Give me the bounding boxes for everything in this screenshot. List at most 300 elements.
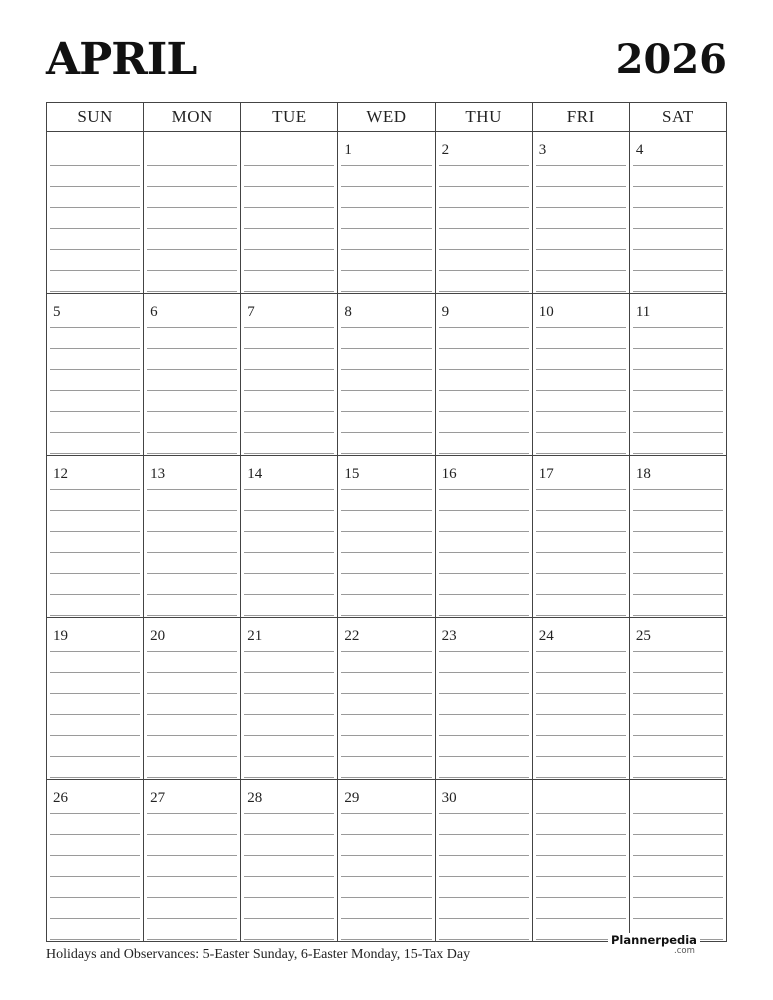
day-cell[interactable]	[630, 618, 726, 779]
writing-line	[244, 918, 334, 919]
writing-line	[50, 411, 140, 412]
writing-line	[439, 573, 529, 574]
day-cell[interactable]	[144, 456, 241, 617]
day-cell[interactable]	[47, 780, 144, 941]
writing-line	[536, 432, 626, 433]
day-cell[interactable]	[144, 618, 241, 779]
writing-line	[244, 249, 334, 250]
writing-line	[536, 615, 626, 616]
writing-line	[536, 693, 626, 694]
writing-line	[341, 897, 431, 898]
day-number: 9	[441, 304, 450, 320]
writing-line	[536, 228, 626, 229]
writing-line	[147, 531, 237, 532]
writing-line	[633, 186, 723, 187]
writing-line	[244, 489, 334, 490]
writing-line	[633, 594, 723, 595]
day-number: 18	[635, 466, 651, 482]
writing-line	[244, 834, 334, 835]
writing-line	[50, 672, 140, 673]
writing-line	[50, 186, 140, 187]
day-cell[interactable]	[630, 132, 726, 293]
day-cell[interactable]	[241, 456, 338, 617]
day-number: 8	[344, 304, 352, 320]
writing-line	[341, 489, 431, 490]
writing-line	[439, 834, 529, 835]
writing-line	[633, 876, 723, 877]
writing-line	[536, 165, 626, 166]
writing-line	[536, 651, 626, 652]
writing-line	[244, 390, 334, 391]
year-title: 2026	[615, 36, 727, 83]
day-cell[interactable]	[533, 294, 630, 455]
writing-line	[439, 615, 529, 616]
day-cell[interactable]	[436, 294, 533, 455]
writing-line	[341, 693, 431, 694]
writing-line	[244, 876, 334, 877]
writing-line	[633, 249, 723, 250]
writing-line	[633, 693, 723, 694]
day-cell[interactable]	[47, 132, 144, 293]
writing-line	[633, 735, 723, 736]
writing-line	[633, 918, 723, 919]
writing-line	[50, 834, 140, 835]
day-cell[interactable]	[630, 780, 726, 941]
writing-line	[50, 510, 140, 511]
day-cell[interactable]	[338, 456, 435, 617]
day-number: 21	[247, 628, 263, 644]
writing-line	[244, 270, 334, 271]
day-number: 17	[538, 466, 554, 482]
writing-line	[244, 432, 334, 433]
day-number: 7	[247, 304, 255, 320]
writing-line	[439, 531, 529, 532]
writing-line	[147, 672, 237, 673]
writing-line	[633, 453, 723, 454]
writing-line	[50, 327, 140, 328]
writing-line	[50, 756, 140, 757]
writing-line	[536, 489, 626, 490]
writing-line	[147, 186, 237, 187]
writing-line	[147, 615, 237, 616]
writing-line	[341, 735, 431, 736]
writing-line	[341, 270, 431, 271]
month-title: APRIL	[46, 34, 197, 85]
writing-line	[147, 411, 237, 412]
writing-line	[439, 939, 529, 940]
writing-line	[244, 897, 334, 898]
writing-line	[244, 348, 334, 349]
writing-line	[341, 855, 431, 856]
writing-line	[633, 855, 723, 856]
day-number: 24	[538, 628, 554, 644]
day-number: 10	[538, 304, 554, 320]
writing-line	[244, 453, 334, 454]
writing-line	[244, 756, 334, 757]
holidays-note: Holidays and Observances: 5-Easter Sunday, 6-Easter Monday, 15-Tax Day	[46, 947, 471, 962]
writing-line	[439, 348, 529, 349]
writing-line	[50, 876, 140, 877]
writing-line	[536, 714, 626, 715]
writing-line	[244, 165, 334, 166]
writing-line	[147, 165, 237, 166]
writing-line	[147, 918, 237, 919]
writing-line	[341, 594, 431, 595]
writing-line	[536, 777, 626, 778]
writing-line	[244, 855, 334, 856]
writing-line	[439, 186, 529, 187]
writing-line	[341, 453, 431, 454]
writing-line	[244, 735, 334, 736]
writing-line	[147, 897, 237, 898]
writing-line	[244, 672, 334, 673]
writing-line	[147, 876, 237, 877]
writing-line	[50, 777, 140, 778]
writing-line	[50, 693, 140, 694]
writing-line	[147, 228, 237, 229]
writing-line	[536, 510, 626, 511]
week-row-3	[47, 456, 726, 618]
writing-line	[50, 552, 140, 553]
day-cell[interactable]	[436, 456, 533, 617]
writing-line	[244, 228, 334, 229]
writing-line	[244, 327, 334, 328]
writing-line	[633, 531, 723, 532]
writing-line	[50, 489, 140, 490]
week-row-5	[47, 780, 726, 941]
writing-line	[439, 813, 529, 814]
writing-line	[439, 327, 529, 328]
writing-line	[341, 876, 431, 877]
calendar-grid	[46, 102, 727, 942]
writing-line	[439, 207, 529, 208]
writing-line	[147, 369, 237, 370]
writing-line	[50, 735, 140, 736]
writing-line	[536, 327, 626, 328]
writing-line	[633, 510, 723, 511]
day-cell[interactable]	[630, 294, 726, 455]
writing-line	[341, 918, 431, 919]
writing-line	[633, 834, 723, 835]
writing-line	[244, 813, 334, 814]
writing-line	[341, 615, 431, 616]
weekday-sat: SAT	[662, 107, 694, 126]
writing-line	[439, 228, 529, 229]
writing-line	[50, 813, 140, 814]
writing-line	[341, 756, 431, 757]
writing-line	[341, 348, 431, 349]
writing-line	[244, 594, 334, 595]
day-number: 3	[538, 142, 547, 158]
day-number: 13	[150, 466, 166, 482]
writing-line	[633, 615, 723, 616]
writing-line	[50, 165, 140, 166]
writing-line	[244, 693, 334, 694]
writing-line	[536, 735, 626, 736]
day-cell[interactable]	[533, 618, 630, 779]
writing-line	[341, 834, 431, 835]
writing-line	[341, 531, 431, 532]
writing-line	[50, 390, 140, 391]
writing-line	[147, 714, 237, 715]
writing-line	[536, 270, 626, 271]
writing-line	[439, 432, 529, 433]
writing-line	[341, 186, 431, 187]
writing-line	[341, 813, 431, 814]
writing-line	[147, 291, 237, 292]
writing-line	[50, 594, 140, 595]
writing-line	[439, 918, 529, 919]
writing-line	[50, 453, 140, 454]
writing-line	[244, 939, 334, 940]
day-cell[interactable]	[630, 456, 726, 617]
day-number: 20	[150, 628, 166, 644]
writing-line	[147, 834, 237, 835]
writing-line	[439, 651, 529, 652]
writing-line	[633, 552, 723, 553]
weekday-mon: MON	[144, 103, 241, 131]
writing-line	[633, 813, 723, 814]
writing-line	[341, 714, 431, 715]
day-number: 22	[344, 628, 360, 644]
writing-line	[633, 327, 723, 328]
writing-line	[536, 813, 626, 814]
writing-line	[536, 291, 626, 292]
day-cell[interactable]	[47, 618, 144, 779]
day-number: 28	[247, 790, 263, 806]
writing-line	[536, 552, 626, 553]
writing-line	[244, 531, 334, 532]
writing-line	[439, 714, 529, 715]
writing-line	[536, 348, 626, 349]
writing-line	[439, 510, 529, 511]
writing-line	[341, 573, 431, 574]
writing-line	[147, 453, 237, 454]
day-number: 11	[635, 304, 651, 320]
writing-line	[633, 165, 723, 166]
writing-line	[536, 756, 626, 757]
week-row-2	[47, 294, 726, 456]
day-cell[interactable]	[241, 780, 338, 941]
writing-line	[439, 672, 529, 673]
writing-line	[50, 249, 140, 250]
writing-line	[244, 411, 334, 412]
writing-line	[341, 651, 431, 652]
writing-line	[536, 834, 626, 835]
writing-line	[439, 594, 529, 595]
writing-line	[147, 270, 237, 271]
writing-line	[633, 651, 723, 652]
writing-line	[50, 897, 140, 898]
writing-line	[147, 249, 237, 250]
writing-line	[536, 918, 626, 919]
day-cell[interactable]	[241, 294, 338, 455]
day-cell[interactable]	[144, 132, 241, 293]
writing-line	[536, 594, 626, 595]
writing-line	[536, 453, 626, 454]
writing-line	[341, 939, 431, 940]
day-cell[interactable]	[47, 456, 144, 617]
day-cell[interactable]	[47, 294, 144, 455]
writing-line	[341, 291, 431, 292]
writing-line	[439, 735, 529, 736]
writing-line	[50, 573, 140, 574]
day-number: 25	[635, 628, 651, 644]
writing-line	[633, 228, 723, 229]
day-cell[interactable]	[338, 294, 435, 455]
day-cell[interactable]	[436, 780, 533, 941]
writing-line	[341, 777, 431, 778]
writing-line	[147, 573, 237, 574]
writing-line	[633, 411, 723, 412]
writing-line	[633, 672, 723, 673]
day-number: 16	[441, 466, 457, 482]
writing-line	[244, 777, 334, 778]
writing-line	[341, 510, 431, 511]
day-cell[interactable]	[533, 780, 630, 941]
writing-line	[439, 291, 529, 292]
writing-line	[633, 777, 723, 778]
writing-line	[536, 855, 626, 856]
writing-line	[147, 594, 237, 595]
writing-line	[536, 876, 626, 877]
writing-line	[244, 573, 334, 574]
day-number: 12	[53, 466, 68, 482]
day-number: 1	[344, 142, 352, 158]
day-cell[interactable]	[338, 780, 435, 941]
writing-line	[244, 291, 334, 292]
writing-line	[147, 489, 237, 490]
writing-line	[439, 249, 529, 250]
writing-line	[536, 207, 626, 208]
day-cell[interactable]	[241, 132, 338, 293]
day-number: 26	[53, 790, 68, 806]
writing-line	[50, 939, 140, 940]
writing-line	[147, 693, 237, 694]
writing-line	[147, 756, 237, 757]
day-number: 27	[150, 790, 166, 806]
writing-line	[536, 897, 626, 898]
writing-line	[439, 165, 529, 166]
day-cell[interactable]	[436, 618, 533, 779]
writing-line	[439, 390, 529, 391]
writing-line	[341, 228, 431, 229]
writing-line	[536, 672, 626, 673]
day-cell[interactable]	[338, 132, 435, 293]
writing-line	[341, 207, 431, 208]
day-cell[interactable]	[241, 618, 338, 779]
weekday-sun: SUN	[47, 103, 144, 131]
writing-line	[50, 369, 140, 370]
weekday-thu: THU	[436, 103, 533, 131]
day-number: 30	[441, 790, 457, 806]
day-number: 2	[441, 142, 450, 158]
writing-line	[341, 327, 431, 328]
writing-line	[536, 411, 626, 412]
writing-line	[536, 249, 626, 250]
weekday-header-row	[47, 103, 726, 132]
writing-line	[341, 390, 431, 391]
writing-line	[536, 369, 626, 370]
writing-line	[50, 855, 140, 856]
writing-line	[633, 573, 723, 574]
writing-line	[341, 552, 431, 553]
writing-line	[147, 432, 237, 433]
brand-domain: .com	[674, 946, 695, 956]
writing-line	[244, 510, 334, 511]
writing-line	[439, 552, 529, 553]
weekday-wed: WED	[338, 103, 435, 131]
writing-line	[439, 756, 529, 757]
writing-line	[341, 165, 431, 166]
writing-line	[439, 693, 529, 694]
day-cell[interactable]	[144, 294, 241, 455]
week-row-4	[47, 618, 726, 780]
writing-line	[147, 327, 237, 328]
writing-line	[633, 432, 723, 433]
day-cell[interactable]	[436, 132, 533, 293]
writing-line	[633, 897, 723, 898]
writing-line	[50, 207, 140, 208]
writing-line	[147, 552, 237, 553]
day-number: 4	[635, 142, 644, 158]
brand-logo	[598, 932, 728, 962]
day-cell[interactable]	[533, 456, 630, 617]
writing-line	[147, 207, 237, 208]
writing-line	[341, 432, 431, 433]
writing-line	[244, 651, 334, 652]
writing-line	[147, 855, 237, 856]
writing-line	[439, 411, 529, 412]
writing-line	[536, 531, 626, 532]
writing-line	[50, 615, 140, 616]
writing-line	[439, 453, 529, 454]
writing-line	[439, 777, 529, 778]
writing-line	[439, 270, 529, 271]
writing-line	[439, 897, 529, 898]
writing-line	[147, 939, 237, 940]
writing-line	[633, 291, 723, 292]
writing-line	[633, 369, 723, 370]
day-cell[interactable]	[533, 132, 630, 293]
writing-line	[341, 411, 431, 412]
day-number: 14	[247, 466, 263, 482]
day-cell[interactable]	[338, 618, 435, 779]
writing-line	[147, 813, 237, 814]
writing-line	[633, 348, 723, 349]
writing-line	[633, 390, 723, 391]
writing-line	[439, 489, 529, 490]
writing-line	[50, 651, 140, 652]
writing-line	[147, 390, 237, 391]
writing-line	[244, 207, 334, 208]
writing-line	[244, 615, 334, 616]
writing-line	[633, 207, 723, 208]
weekday-fri: FRI	[533, 103, 630, 131]
day-number: 29	[344, 790, 360, 806]
day-number: 15	[344, 466, 360, 482]
writing-line	[633, 489, 723, 490]
writing-line	[50, 714, 140, 715]
writing-line	[633, 756, 723, 757]
writing-line	[439, 855, 529, 856]
writing-line	[147, 510, 237, 511]
writing-line	[50, 432, 140, 433]
day-cell[interactable]	[144, 780, 241, 941]
writing-line	[536, 573, 626, 574]
day-number: 6	[150, 304, 158, 320]
writing-line	[244, 186, 334, 187]
